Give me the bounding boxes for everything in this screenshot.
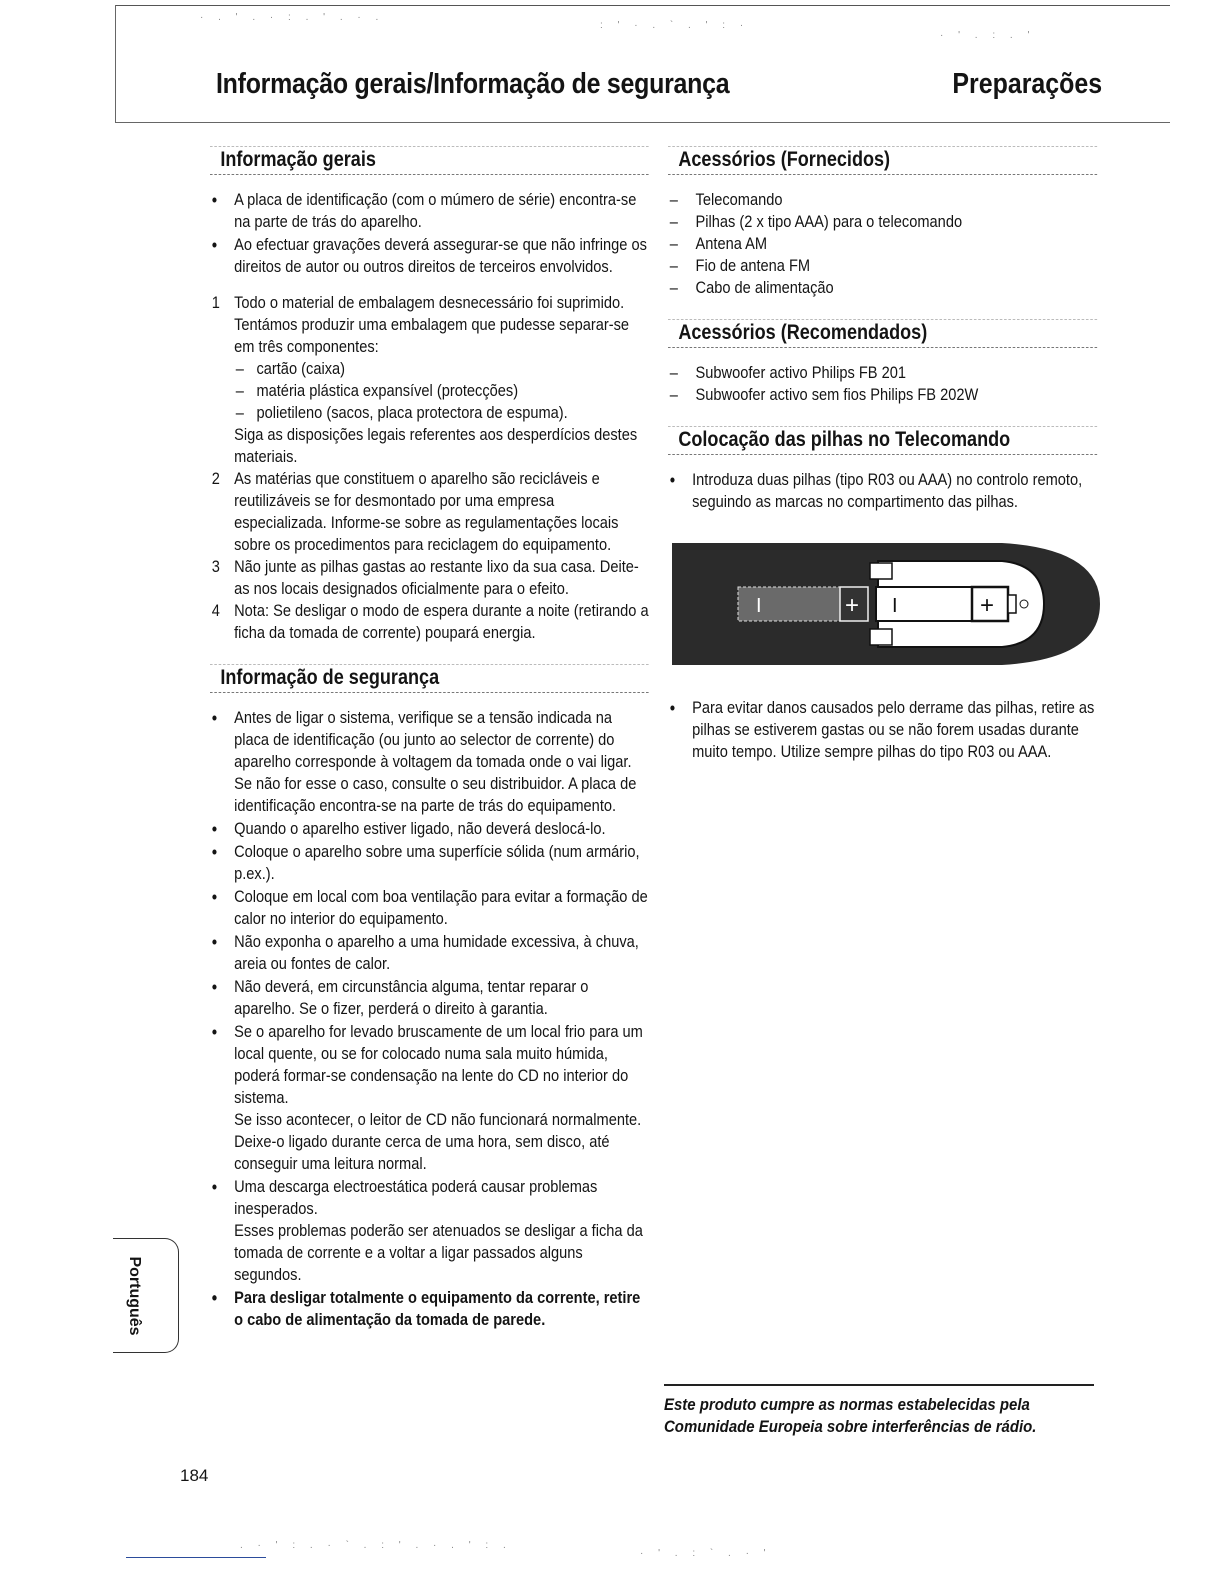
safety-bullet-text: • Uma descarga electroestática poderá causar problemas inesperados. <box>234 1177 598 1218</box>
item-number: 4 <box>211 601 220 620</box>
supplied-accessories-heading: Acessórios (Fornecidos) <box>668 146 1097 175</box>
battery-2 <box>876 587 972 621</box>
safety-heading: Informação de segurança <box>210 664 649 693</box>
safety-bullet: • Coloque em local com boa ventilação para evitar a formação de calor no interior do equipamento. <box>210 886 649 930</box>
recommended-item: – Subwoofer activo sem fios Philips FB 202W <box>668 384 1097 406</box>
safety-bullet-continuation: Esses problemas poderão ser atenuados se desligar a ficha da tomada de corrente e a voltar a ligar passados alguns segundos. <box>234 1221 643 1284</box>
numbered-list <box>210 292 649 644</box>
bottom-rule <box>126 1557 266 1558</box>
recommended-accessories-heading: Acessórios (Recomendados) <box>668 319 1097 348</box>
numbered-item <box>210 468 649 556</box>
supplied-item: – Telecomando <box>668 189 1097 211</box>
safety-bullet: • Antes de ligar o sistema, verifique se a tensão indicada na placa de identificação (ou junto ao selector de corrente) do aparelho corresponde à voltagem da tomada onde o vai ligar. Se não for esse o caso, consulte o seu distribuidor. A placa de identificação encontra-se na parte de trás do equipamento. <box>210 707 649 817</box>
item-number: 1 <box>211 293 220 312</box>
battery-warning: • Para evitar danos causados pelo derrame das pilhas, retire as pilhas se estiverem gastas ou se não forem usadas durante muito tempo. Utilize sempre pilhas do tipo R03 ou AAA. <box>668 697 1097 763</box>
language-tab <box>113 1238 179 1353</box>
scan-speckle: : ' · . ` . ' : · <box>600 20 750 31</box>
compartment-tab-top <box>870 563 892 579</box>
battery-2-terminal <box>1008 595 1016 613</box>
left-column <box>210 146 650 1332</box>
minus-mark-2: I <box>892 595 898 617</box>
safety-bullet: • Quando o aparelho estiver ligado, não deverá deslocá-lo. <box>210 818 649 840</box>
supplied-item: – Pilhas (2 x tipo AAA) para o telecomando <box>668 211 1097 233</box>
item-text: Nota: Se desligar o modo de espera durante a noite (retirando a ficha da tomada de corrente) poupará energia. <box>234 601 649 642</box>
safety-bullet: • Não exponha o aparelho a uma humidade excessiva, à chuva, areia ou fontes de calor. <box>210 931 649 975</box>
safety-bullets <box>210 707 649 1331</box>
header-frame-bottom <box>115 122 1170 123</box>
scan-speckle: . · ' : . · ` . : ' . · . ' : . <box>240 1540 512 1551</box>
page-number: 184 <box>180 1466 209 1485</box>
item-text-after: Siga as disposições legais referentes aos desperdícios destes materiais. <box>234 425 638 466</box>
language-tab-label: Português <box>126 1256 143 1336</box>
supplied-item: – Fio de antena FM <box>668 255 1097 277</box>
supplied-item: – Antena AM <box>668 233 1097 255</box>
remote-battery-illustration <box>672 535 1100 673</box>
spring-contact <box>1020 600 1028 608</box>
item-text: Não junte as pilhas gastas ao restante lixo da sua casa. Deite-as nos locais designados oficialmente para o efeito. <box>234 557 639 598</box>
packaging-component: – polietileno (sacos, placa protectora de espuma). <box>234 402 649 424</box>
packaging-component: – matéria plástica expansível (protecções) <box>234 380 649 402</box>
plus-mark-2: + <box>980 592 995 619</box>
right-column <box>668 146 1098 764</box>
packaging-components <box>234 358 649 424</box>
item-text: Todo o material de embalagem desnecessário foi suprimido. Tentámos produzir uma embalagem que pudesse separar-se em três componentes: <box>234 293 630 356</box>
plus-mark-1: + <box>845 592 860 619</box>
safety-bullet: • Não deverá, em circunstância alguma, tentar reparar o aparelho. Se o fizer, perderá o direito à garantia. <box>210 976 649 1020</box>
safety-bullet: • Coloque o aparelho sobre uma superfície sólida (num armário, p.ex.). <box>210 841 649 885</box>
general-bullet: • Ao efectuar gravações deverá assegurar-se que não infringe os direitos de autor ou outros direitos de terceiros envolvidos. <box>210 234 649 278</box>
safety-bullet-continuation: Se isso acontecer, o leitor de CD não funcionará normalmente. Deixe-o ligado durante cerca de uma hora, sem disco, até conseguir uma leitura normal. <box>234 1110 642 1173</box>
battery-instructions <box>668 469 1097 513</box>
remote-control-drawing <box>672 535 1100 673</box>
numbered-item <box>210 556 649 600</box>
compliance-notice <box>664 1384 1094 1438</box>
numbered-item <box>210 292 649 468</box>
item-number: 3 <box>211 557 220 576</box>
packaging-component: – cartão (caixa) <box>234 358 649 380</box>
safety-bullet-power-disconnect: • Para desligar totalmente o equipamento da corrente, retire o cabo de alimentação da tomada de parede. <box>210 1287 649 1331</box>
compliance-text: Este produto cumpre as normas estabelecidas pela Comunidade Europeia sobre interferências de rádio. <box>664 1395 1037 1436</box>
page-title: Informação gerais/Informação de segurança <box>216 68 730 100</box>
recommended-accessories-list <box>668 362 1097 406</box>
scan-speckle: · . ' . · : . ' . · . <box>200 12 385 23</box>
safety-bullet <box>210 1176 649 1286</box>
minus-mark-1: I <box>756 595 762 617</box>
safety-bullet-text: • Se o aparelho for levado bruscamente de um local frio para um local quente, ou se for colocado numa sala muito húmida, poderá formar-se condensação na lente do CD no interior do sistema. <box>234 1022 643 1107</box>
recommended-item: – Subwoofer activo Philips FB 201 <box>668 362 1097 384</box>
header-frame-top <box>115 5 1170 6</box>
safety-bullet <box>210 1021 649 1175</box>
compartment-tab-bottom <box>870 629 892 645</box>
supplied-item: – Cabo de alimentação <box>668 277 1097 299</box>
general-bullet: • A placa de identificação (com o múmero de série) encontra-se na parte de trás do aparelho. <box>210 189 649 233</box>
battery-insertion-heading: Colocação das pilhas no Telecomando <box>668 426 1097 455</box>
general-info-bullets <box>210 189 649 278</box>
general-info-heading: Informação gerais <box>210 146 649 175</box>
supplied-accessories-list <box>668 189 1097 299</box>
item-number: 2 <box>211 469 220 488</box>
section-title: Preparações <box>952 68 1102 100</box>
scan-speckle: · ' . : ` . · ' <box>640 1548 772 1559</box>
header-frame-left <box>115 5 116 122</box>
numbered-item <box>210 600 649 644</box>
battery-instruction: • Introduza duas pilhas (tipo R03 ou AAA) no controlo remoto, seguindo as marcas no compartimento das pilhas. <box>668 469 1097 513</box>
battery-warning-list <box>668 697 1097 763</box>
item-text: As matérias que constituem o aparelho são recicláveis e reutilizáveis se for desmontado por uma empresa especializada. Informe-se sobre as regulamentações locais sobre os procedimentos para reciclagem do equipamento. <box>234 469 619 554</box>
scan-speckle: · ' . : . ' <box>940 30 1036 41</box>
